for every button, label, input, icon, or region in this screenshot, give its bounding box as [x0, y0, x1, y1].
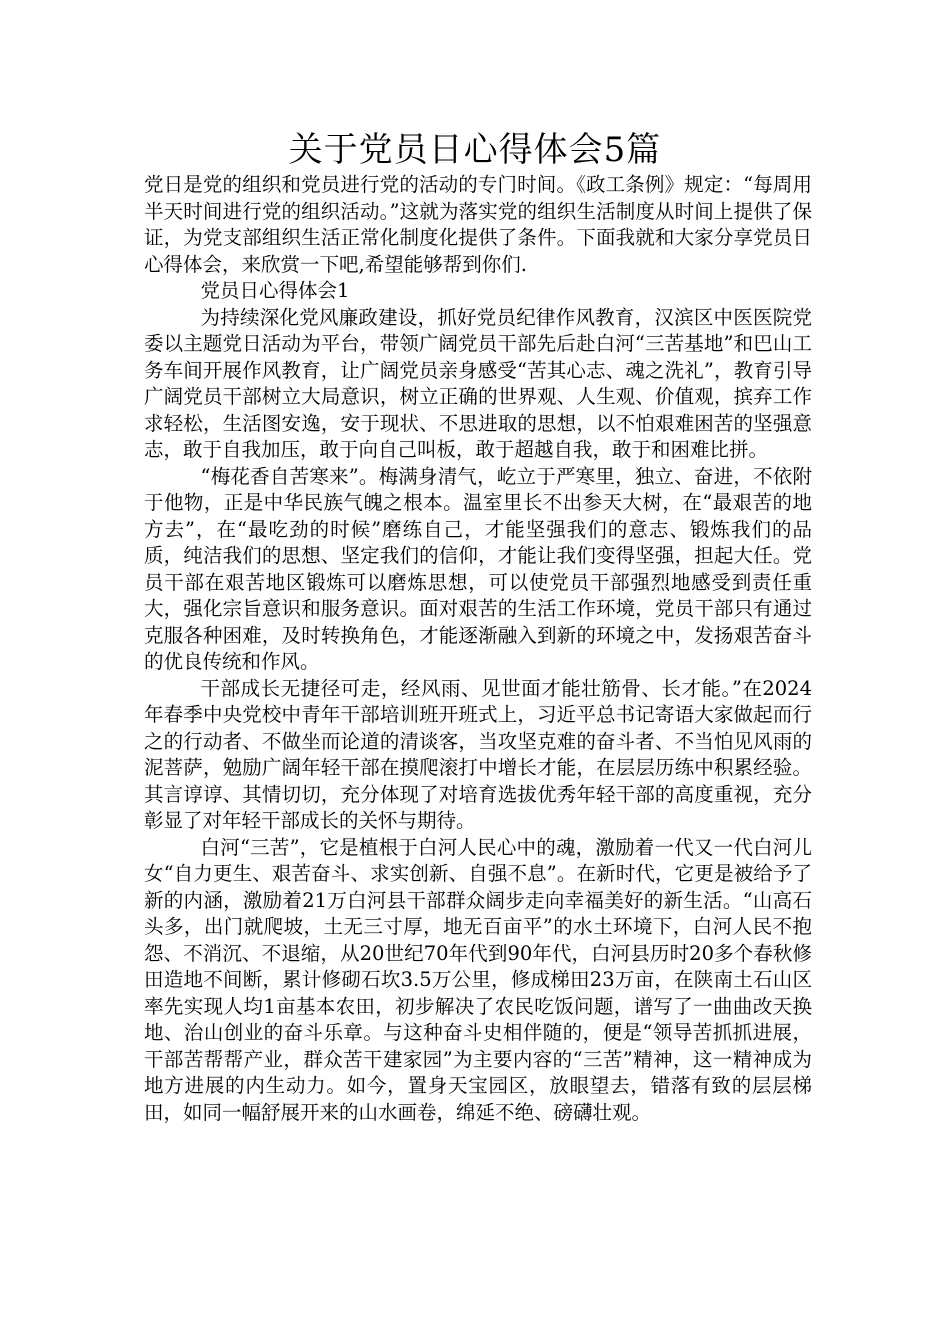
- document-body: [144, 172, 812, 1126]
- body-paragraph-2: “梅花香自苦寒来”。梅满身清气，屹立于严寒里，独立、奋进，不依附于他物，正是中华民族气魄之根本。温室里长不出参天大树，在“最艰苦的地方去”，在“最吃劲的时候”磨练自己，才能坚强我们的意志、锻炼我们的品质，纯洁我们的思想、坚定我们的信仰，才能让我们变得坚强，担起大任。党员干部在艰苦地区锻炼可以磨炼思想，可以使党员干部强烈地感受到责任重大，强化宗旨意识和服务意识。面对艰苦的生活工作环境，党员干部只有通过克服各种困难，及时转换角色，才能逐渐融入到新的环境之中，发扬艰苦奋斗的优良传统和作风。: [144, 464, 812, 673]
- body-paragraph-4: 白河“三苦”，它是植根于白河人民心中的魂，激励着一代又一代白河儿女“自力更生、艰苦奋斗、求实创新、自强不息”。在新时代，它更是被给予了新的内涵，激励着21万白河县干部群众阔步走向幸福美好的新生活。“山高石头多，出门就爬坡，土无三寸厚，地无百亩平”的水土环境下，白河人民不抱怨、不消沉、不退缩，从20世纪70年代到90年代，白河县历时20多个春秋修田造地不间断，累计修砌石坎3.5万公里，修成梯田23万亩，在陕南土石山区率先实现人均1亩基本农田，初步解决了农民吃饭问题，谱写了一曲曲改天换地、治山创业的奋斗乐章。与这种奋斗史相伴随的，便是“领导苦抓抓进展，干部苦帮帮产业，群众苦干建家园”为主要内容的“三苦”精神，这一精神成为地方进展的内生动力。如今，置身天宝园区，放眼望去，错落有致的层层梯田，如同一幅舒展开来的山水画卷，绵延不绝、磅礴壮观。: [144, 835, 812, 1124]
- body-paragraph-3: 干部成长无捷径可走，经风雨、见世面才能壮筋骨、长才能。”在2024年春季中央党校中青年干部培训班开班式上，习近平总书记寄语大家做起而行之的行动者、不做坐而论道的清谈客，当攻坚克难的奋斗者、不当怕见风雨的泥菩萨，勉励广阔年轻干部在摸爬滚打中增长才能，在层层历练中积累经验。其言谆谆、其情切切，充分体现了对培育选拔优秀年轻干部的高度重视，充分彰显了对年轻干部成长的关怀与期待。: [144, 676, 812, 832]
- intro-paragraph: 党日是党的组织和党员进行党的活动的专门时间。《政工条例》规定：“每周用半天时间进行党的组织活动。”这就为落实党的组织生活制度从时间上提供了保证，为党支部组织生活正常化制度化提供了条件。下面我就和大家分享党员日心得体会，来欣赏一下吧,希望能够帮到你们.: [144, 173, 812, 276]
- section-heading: 党员日心得体会1: [200, 279, 350, 302]
- document-title: 关于党员日心得体会5篇: [288, 130, 662, 170]
- body-paragraph-1: 为持续深化党风廉政建设，抓好党员纪律作风教育，汉滨区中医医院党委以主题党日活动为平台，带领广阔党员干部先后赴白河“三苦基地”和巴山工务车间开展作风教育，让广阔党员亲身感受“苦其心志、魂之洗礼”，教育引导广阔党员干部树立大局意识，树立正确的世界观、人生观、价值观，摈弃工作求轻松，生活图安逸，安于现状、不思进取的思想，以不怕艰难困苦的坚强意志，敢于自我加压，敢于向自己叫板，敢于超越自我，敢于和困难比拼。: [144, 305, 812, 461]
